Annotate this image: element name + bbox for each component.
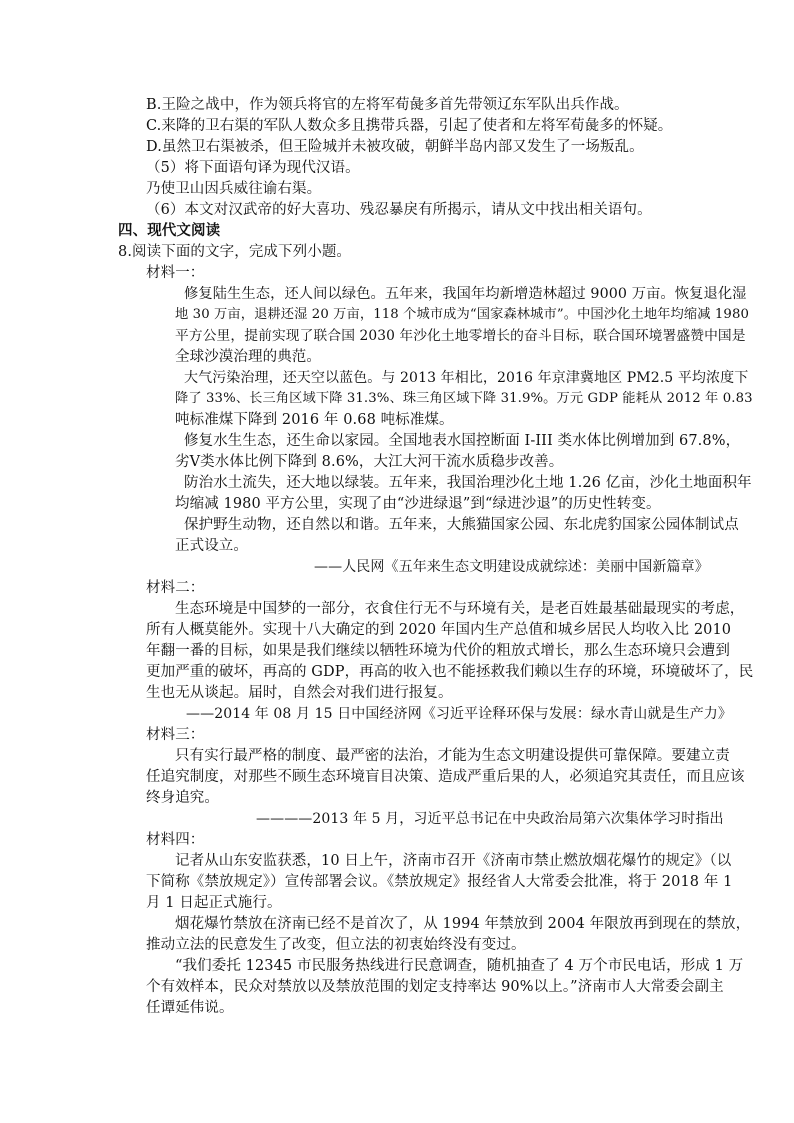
material-2-line: 生也无从谈起。届时，自然会对我们进行报复。 xyxy=(146,685,453,701)
question-6: （6）本文对汉武帝的好大喜功、残忍暴戾有所揭示，请从文中找出相关语句。 xyxy=(146,202,652,218)
material-4-line: 记者从山东安监获悉，10 日上午，济南市召开《济南市禁止燃放烟花爆竹的规定》（以 xyxy=(175,853,732,869)
material-4-line: 月 1 日起正式施行。 xyxy=(146,895,282,911)
material-1-line: 地 30 万亩，退耕还湿 20 万亩，118 个城市成为“国家森林城市”。中国沙化土地年均缩减 1980 xyxy=(175,307,750,322)
material-2-label: 材料二： xyxy=(146,580,205,596)
material-1-line: 全球沙漠治理的典范。 xyxy=(175,349,321,365)
option-b: B.王险之战中，作为领兵将官的左将军荀彘多首先带领辽东军队出兵作战。 xyxy=(146,97,629,113)
material-1-line: 降了 33%、长三角区域下降 31.3%、珠三角区域下降 31.9%。万元 GDP 能耗从 2012 年 0.83 xyxy=(175,391,753,406)
material-4-line: 任谭延伟说。 xyxy=(146,1000,234,1016)
question-5-sentence: 乃使卫山因兵威往谕右渠。 xyxy=(146,181,322,197)
material-4-line: 下简称《禁放规定》）宣传部署会议。《禁放规定》报经省人大常委会批准，将于 2018 年 1 xyxy=(146,874,733,890)
option-d: D.虽然卫右渠被杀，但王险城并未被攻破，朝鲜半岛内部又发生了一场叛乱。 xyxy=(146,139,644,155)
material-2-line: 所有人概莫能外。实现十八大确定的到 2020 年国内生产总值和城乡居民人均收入比 2010 xyxy=(146,622,732,638)
material-1-line: 平方公里，提前实现了联合国 2030 年沙化土地零增长的奋斗目标，联合国环境署盛赞中国是 xyxy=(175,328,746,344)
option-c: C.来降的卫右渠的军队人数众多且携带兵器，引起了使者和左将军荀彘多的怀疑。 xyxy=(146,118,673,134)
material-1-source: ——人民网《五年来生态文明建设成就综述：美丽中国新篇章》 xyxy=(314,559,709,575)
material-1-line: 修复陆生生态，还人间以绿色。五年来，我国年均新增造林超过 9000 万亩。恢复退化湿 xyxy=(184,286,747,302)
material-4-line: “我们委托 12345 市民服务热线进行民意调查，随机抽查了 4 万个市民电话，形成 1 万 xyxy=(175,958,744,974)
question-8: 8.阅读下面的文字，完成下列小题。 xyxy=(118,244,352,260)
material-1-line: 保护野生动物，还自然以和谐。五年来，大熊猫国家公园、东北虎豹国家公园体制试点 xyxy=(184,517,739,533)
material-2-line: 年翻一番的目标，如果是我们继续以牺牲环境为代价的粗放式增长，那么生态环境只会遭到 xyxy=(146,643,730,659)
material-3-line: 任追究制度，对那些不顾生态环境盲目决策、造成严重后果的人，必须追究其责任，而且应该 xyxy=(146,769,745,785)
material-1-line: 吨标准煤下降到 2016 年 0.68 吨标准煤。 xyxy=(175,412,454,428)
section-heading: 四、现代文阅读 xyxy=(118,222,221,239)
material-2-line: 更加严重的破坏，再高的 GDP，再高的收入也不能拯救我们赖以生存的环境，环境破坏了，民 xyxy=(146,664,754,680)
material-1-line: 大气污染治理，还天空以蓝色。与 2013 年相比，2016 年京津冀地区 PM2.5 平均浓度下 xyxy=(184,370,749,386)
material-4-line: 推动立法的民意发生了改变，但立法的初衷始终没有变过。 xyxy=(146,937,526,953)
material-2-line: 生态环境是中国梦的一部分，衣食住行无不与环境有关，是老百姓最基础最现实的考虑， xyxy=(175,601,745,617)
material-2-source: ——2014 年 08 月 15 日中国经济网《习近平诠释环保与发展：绿水青山就是生产力》 xyxy=(186,706,733,722)
material-4-line: 个有效样本，民众对禁放以及禁放范围的划定支持率达 90%以上。”济南市人大常委会副主 xyxy=(146,979,724,995)
material-3-line: 终身追究。 xyxy=(146,790,219,806)
material-1-line: 均缩减 1980 平方公里，实现了由“沙进绿退”到“绿进沙退”的历史性转变。 xyxy=(175,496,661,512)
material-1-label: 材料一： xyxy=(146,265,205,281)
material-3-line: 只有实行最严格的制度、最严密的法治，才能为生态文明建设提供可靠保障。要建立责 xyxy=(175,748,730,764)
material-3-source: ————2013 年 5 月，习近平总书记在中央政治局第六次集体学习时指出 xyxy=(256,811,724,827)
material-1-line: 劣Ⅴ类水体比例下降到 8.6%，大江大河干流水质稳步改善。 xyxy=(175,454,564,470)
question-5: （5）将下面语句译为现代汉语。 xyxy=(146,160,360,176)
material-1-line: 修复水生生态，还生命以家园。全国地表水国控断面 I-III 类水体比例增加到 67.8%， xyxy=(184,433,741,449)
material-4-label: 材料四： xyxy=(146,832,205,848)
material-4-line: 烟花爆竹禁放在济南已经不是首次了，从 1994 年禁放到 2004 年限放再到现在的禁放， xyxy=(175,916,751,932)
material-3-label: 材料三： xyxy=(146,727,205,743)
material-1-line: 正式设立。 xyxy=(175,538,248,554)
material-1-line: 防治水土流失，还大地以绿装。五年来，我国治理沙化土地 1.26 亿亩，沙化土地面积年 xyxy=(184,475,752,491)
